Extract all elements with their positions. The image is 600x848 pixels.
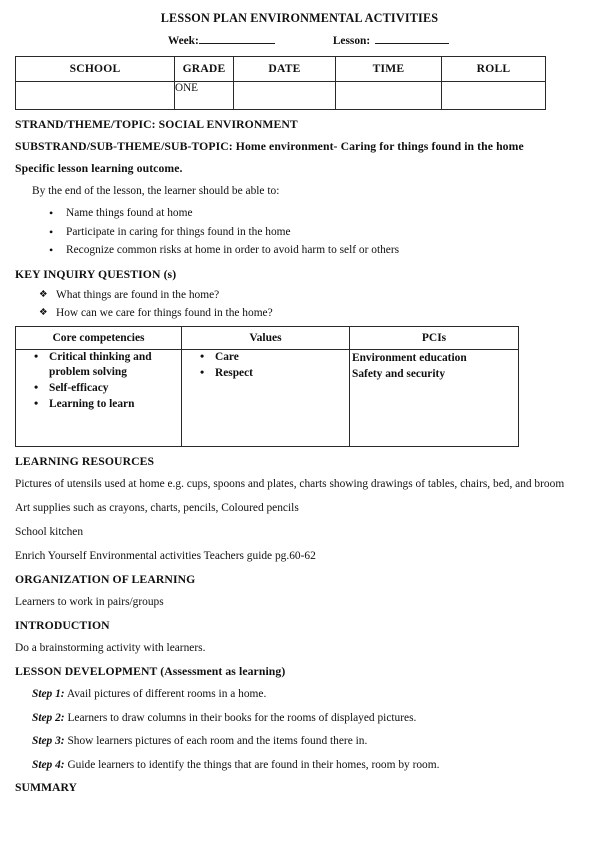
core-competencies-list: [16, 350, 181, 413]
outcome-lead-text: By the end of the lesson, the learner should be able to:: [32, 185, 280, 197]
introduction-text: Do a brainstorming activity with learners.: [15, 641, 206, 654]
week-input-blank[interactable]: [199, 43, 275, 44]
lesson-field: [333, 35, 449, 47]
learning-resource-item: Pictures of utensils used at home e.g. cups, spoons and plates, charts showing drawings of tables, chairs, bed, and broom: [15, 477, 565, 490]
step-label: Step 4:: [32, 759, 65, 772]
cell-core-competencies: [16, 349, 182, 446]
cell-grade[interactable]: ONE: [175, 82, 234, 110]
cell-roll[interactable]: [442, 82, 546, 110]
step-text: Show learners pictures of each room and the items found there in.: [67, 735, 368, 748]
cell-pcis: [350, 349, 519, 446]
lesson-input-blank[interactable]: [375, 43, 449, 44]
table-header-row: [16, 326, 519, 349]
list-item: • Participate in caring for things found in the home: [49, 225, 584, 241]
cell-values: [182, 349, 350, 446]
pci-line: Safety and security: [352, 367, 446, 380]
page-title: LESSON PLAN ENVIRONMENTAL ACTIVITIES: [160, 11, 439, 25]
specific-outcome-heading: Specific lesson learning outcome.: [15, 162, 183, 175]
outcome-list: [15, 206, 584, 259]
organization-heading: ORGANIZATION OF LEARNING: [15, 572, 196, 586]
learning-resources-heading: LEARNING RESOURCES: [15, 454, 155, 468]
key-inquiry-heading: KEY INQUIRY QUESTION (s): [15, 267, 177, 281]
summary-heading: SUMMARY: [15, 781, 77, 795]
week-lesson-row: [15, 35, 584, 47]
column-header-date: DATE: [234, 57, 336, 82]
key-inquiry-list: [15, 288, 584, 322]
lesson-step: [32, 711, 584, 726]
list-item: • Care: [200, 350, 349, 365]
step-text: Learners to draw columns in their books for the rooms of displayed pictures.: [67, 711, 417, 724]
learning-resource-item: Enrich Yourself Environmental activities Teachers guide pg.60-62: [15, 549, 316, 562]
column-header-values: Values: [182, 326, 350, 349]
strand-line: STRAND/THEME/TOPIC: SOCIAL ENVIRONMENT: [15, 118, 298, 131]
learning-resource-item: School kitchen: [15, 525, 84, 538]
week-field: [168, 35, 275, 47]
cell-time[interactable]: [336, 82, 442, 110]
column-header-time: TIME: [336, 57, 442, 82]
column-header-core-competencies: Core competencies: [16, 326, 182, 349]
table-row: [16, 82, 546, 110]
learning-resource-item: Art supplies such as crayons, charts, pencils, Coloured pencils: [15, 501, 299, 514]
column-header-pcis: PCIs: [350, 326, 519, 349]
competencies-table: [15, 326, 519, 447]
list-item: • Self-efficacy: [34, 381, 181, 396]
column-header-school: SCHOOL: [16, 57, 175, 82]
lesson-step: [32, 687, 584, 702]
list-item: • Respect: [200, 366, 349, 381]
step-text: Avail pictures of different rooms in a home.: [66, 687, 267, 700]
column-header-roll: ROLL: [442, 57, 546, 82]
substrand-line: SUBSTRAND/SUB-THEME/SUB-TOPIC: Home environment- Caring for things found in the home: [15, 140, 524, 153]
list-item: ❖ How can we care for things found in the home?: [39, 306, 584, 322]
list-item: • Recognize common risks at home in order to avoid harm to self or others: [49, 243, 584, 259]
column-header-grade: GRADE: [175, 57, 234, 82]
values-list: [182, 350, 349, 381]
organization-text: Learners to work in pairs/groups: [15, 595, 164, 608]
list-item: • Critical thinking and problem solving: [34, 350, 181, 380]
cell-school[interactable]: [16, 82, 175, 110]
step-text: Guide learners to identify the things that are found in their homes, room by room.: [67, 759, 440, 772]
cell-date[interactable]: [234, 82, 336, 110]
table-header-row: [16, 57, 546, 82]
lesson-info-table: [15, 56, 546, 110]
list-item: ❖ What things are found in the home?: [39, 288, 584, 304]
step-label: Step 3:: [32, 735, 65, 748]
list-item: • Name things found at home: [49, 206, 584, 222]
lesson-label: Lesson:: [332, 35, 371, 47]
lesson-step: [32, 734, 584, 749]
list-item: • Learning to learn: [34, 397, 181, 412]
table-row: [16, 349, 519, 446]
week-label: Week:: [167, 35, 199, 47]
step-label: Step 2:: [32, 711, 65, 724]
step-label: Step 1:: [32, 687, 65, 700]
pci-line: Environment education: [352, 351, 467, 364]
lesson-development-heading: LESSON DEVELOPMENT (Assessment as learning): [15, 664, 286, 678]
introduction-heading: INTRODUCTION: [15, 618, 110, 632]
lesson-step: [32, 758, 584, 773]
